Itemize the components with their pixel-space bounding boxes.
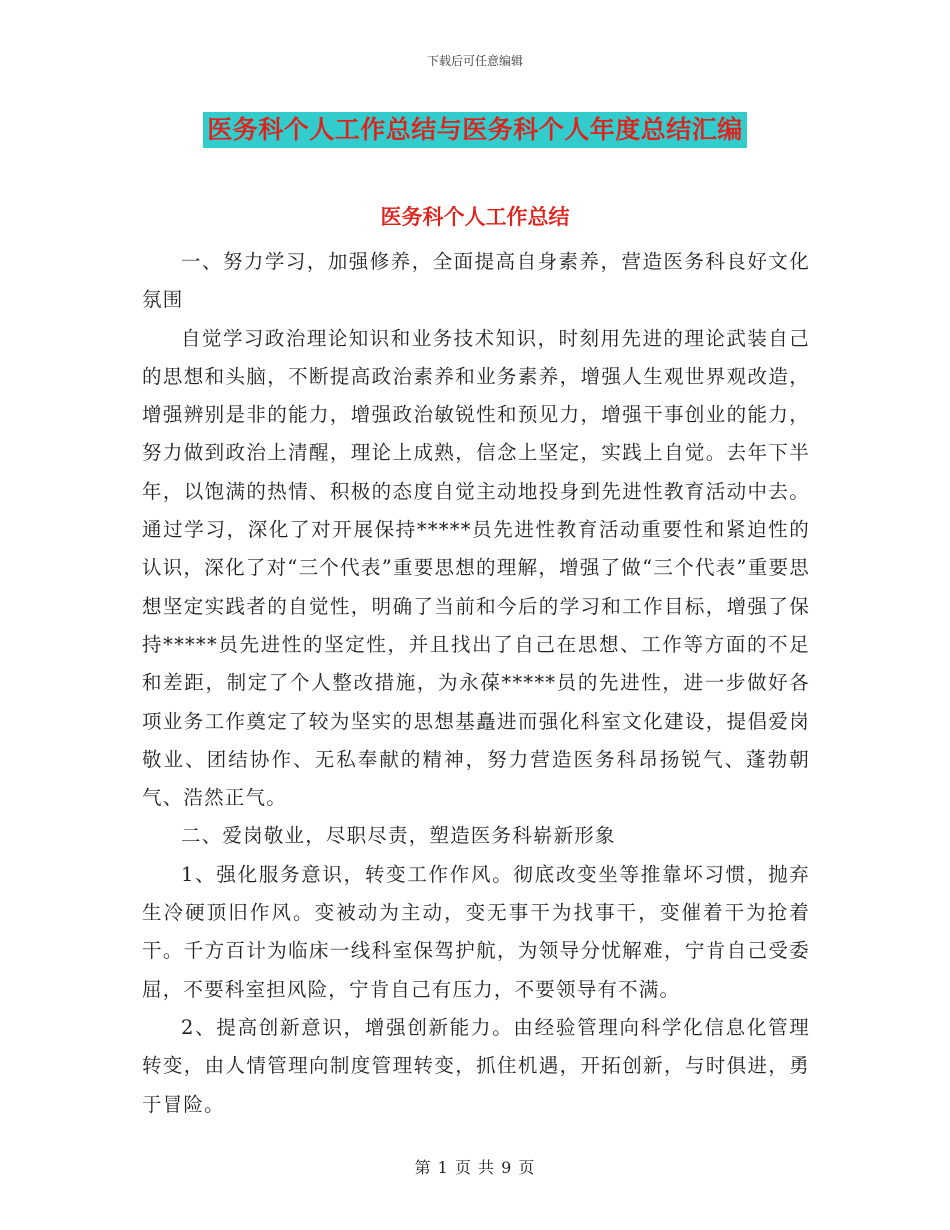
- document-body: [142, 243, 810, 1124]
- section-title: 医务科个人工作总结: [380, 204, 570, 229]
- page-footer: 第 1 页 共 9 页: [414, 1158, 536, 1177]
- paragraph-heading-1: 一、努力学习，加强修养，全面提高自身素养，营造医务科良好文化氛围: [142, 250, 810, 312]
- paragraph: 自觉学习政治理论知识和业务技术知识，时刻用先进的理论武装自己的思想和头脑，不断提高政治素养和业务素养，增强人生观世界观改造，增强辨别是非的能力，增强政治敏锐性和预见力，增强干事创业的能力，努力做到政治上清醒，理论上成熟，信念上坚定，实践上自觉。去年下半年，以饱满的热情、积极的态度自觉主动地投身到先进性教育活动中去。通过学习，深化了对开展保持*****员先进性教育活动重要性和紧迫性的认识，深化了对“三个代表”重要思想的理解，增强了做“三个代表”重要思想坚定实践者的自觉性，明确了当前和今后的学习和工作目标，增强了保持*****员先进性的坚定性，并且找出了自己在思想、工作等方面的不足和差距，制定了个人整改措施，为永葆*****员的先进性，进一步做好各项业务工作奠定了较为坚实的思想基矗进而强化科室文化建设，提倡爱岗敬业、团结协作、无私奉献的精神，努力营造医务科昂扬锐气、蓬勃朝气、浩然正气。: [142, 326, 810, 810]
- paragraph-heading-2: 二、爱岗敬业，尽职尽责，塑造医务科崭新形象: [181, 824, 616, 848]
- main-title: [0, 112, 950, 148]
- main-title-text: 医务科个人工作总结与医务科个人年度总结汇编: [203, 112, 747, 148]
- paragraph: 2、提高创新意识，增强创新能力。由经验管理向科学化信息化管理转变，由人情管理向制度管理转变，抓住机遇，开拓创新，与时俱进，勇于冒险。: [142, 1015, 810, 1116]
- header-note: 下载后可任意编辑: [426, 54, 523, 68]
- paragraph: 1、强化服务意识，转变工作作风。彻底改变坐等推靠坏习惯，抛弃生冷硬顶旧作风。变被动为主动，变无事干为找事干，变催着干为抢着干。千方百计为临床一线科室保驾护航，为领导分忧解难，宁肯自己受委屈，不要科室担风险，宁肯自己有压力，不要领导有不满。: [142, 862, 810, 1001]
